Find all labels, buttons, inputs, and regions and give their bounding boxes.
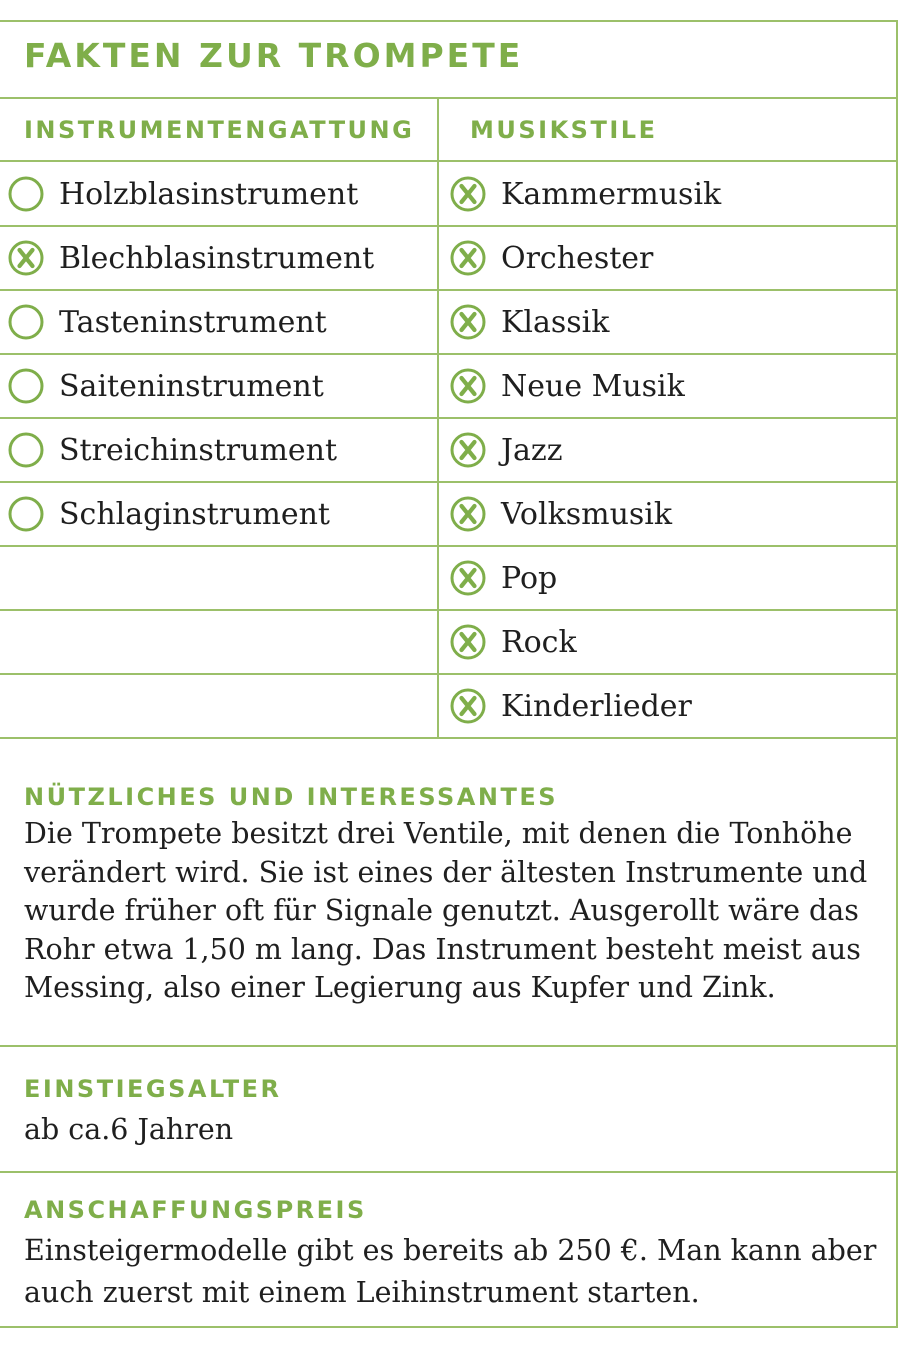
music-style-label: Jazz <box>501 432 563 468</box>
price-text <box>24 1230 884 1314</box>
empty-circle-icon[interactable] <box>8 432 44 468</box>
music-style-option[interactable] <box>450 226 890 290</box>
useful-line: verändert wird. Sie ist eines der ältesten Instrumente und <box>24 855 868 889</box>
instrument-type-label: Holzblasinstrument <box>59 176 359 212</box>
empty-circle-icon[interactable] <box>8 176 44 212</box>
music-style-label: Rock <box>501 624 577 660</box>
circled-x-icon[interactable] <box>450 560 486 596</box>
instrument-type-option[interactable] <box>8 418 433 482</box>
card-title: FAKTEN ZUR TROMPETE <box>24 36 524 75</box>
music-style-option[interactable] <box>450 418 890 482</box>
circled-x-icon[interactable] <box>450 368 486 404</box>
circled-x-icon[interactable] <box>450 688 486 724</box>
price-heading: ANSCHAFFUNGSPREIS <box>24 1196 367 1224</box>
useful-line: Rohr etwa 1,50 m lang. Das Instrument besteht meist aus <box>24 932 861 966</box>
instrument-type-option[interactable] <box>8 482 433 546</box>
column-divider <box>437 97 439 739</box>
circled-x-icon[interactable] <box>450 176 486 212</box>
circled-x-icon[interactable] <box>450 432 486 468</box>
music-style-option[interactable] <box>450 354 890 418</box>
empty-circle-icon[interactable] <box>8 368 44 404</box>
price-line: Einsteigermodelle gibt es bereits ab 250 €. Man kann aber <box>24 1234 877 1267</box>
music-styles-header: MUSIKSTILE <box>470 116 658 144</box>
instrument-type-option[interactable] <box>8 162 433 226</box>
circled-x-icon[interactable] <box>8 240 44 276</box>
useful-heading: NÜTZLICHES UND INTERESSANTES <box>24 783 559 811</box>
rule-above-entry-age <box>0 1045 898 1047</box>
rule-top <box>0 20 898 22</box>
instrument-type-label: Blechblasinstrument <box>59 240 375 276</box>
rule-bottom <box>0 1326 898 1328</box>
empty-circle-icon[interactable] <box>8 496 44 532</box>
entry-age-text: ab ca.6 Jahren <box>24 1113 234 1146</box>
circled-x-icon[interactable] <box>450 496 486 532</box>
instrument-type-option[interactable] <box>8 354 433 418</box>
entry-age-heading: EINSTIEGSALTER <box>24 1075 282 1103</box>
music-style-label: Kammermusik <box>501 176 722 212</box>
instrument-type-label: Saiteninstrument <box>59 368 324 404</box>
rule-under-title <box>0 97 898 99</box>
useful-line: Die Trompete besitzt drei Ventile, mit denen die Tonhöhe <box>24 817 853 850</box>
instrument-type-label: Schlaginstrument <box>59 496 330 532</box>
circled-x-icon[interactable] <box>450 240 486 276</box>
useful-text <box>24 815 884 1008</box>
music-style-option[interactable] <box>450 162 890 226</box>
music-style-option[interactable] <box>450 290 890 354</box>
music-style-option[interactable] <box>450 546 890 610</box>
empty-circle-icon[interactable] <box>8 304 44 340</box>
instrument-type-option[interactable] <box>8 290 433 354</box>
useful-line: wurde früher oft für Signale genutzt. Ausgerollt wäre das <box>24 894 859 927</box>
circled-x-icon[interactable] <box>450 304 486 340</box>
music-style-label: Pop <box>501 560 558 596</box>
music-style-option[interactable] <box>450 610 890 674</box>
music-style-label: Klassik <box>501 304 610 340</box>
instrument-type-label: Tasteninstrument <box>59 304 327 340</box>
instrument-type-option[interactable] <box>8 226 433 290</box>
music-style-option[interactable] <box>450 674 890 738</box>
music-style-option[interactable] <box>450 482 890 546</box>
music-style-label: Orchester <box>501 240 654 276</box>
music-style-label: Neue Musik <box>501 368 685 404</box>
price-line: auch zuerst mit einem Leihinstrument starten. <box>24 1276 700 1309</box>
useful-line: Messing, also einer Legierung aus Kupfer und Zink. <box>24 971 776 1004</box>
right-border <box>896 20 898 1328</box>
instrument-type-label: Streichinstrument <box>59 432 338 468</box>
music-style-label: Kinderlieder <box>501 688 692 724</box>
instrument-type-header: INSTRUMENTENGATTUNG <box>24 116 415 144</box>
circled-x-icon[interactable] <box>450 624 486 660</box>
rule-above-price <box>0 1171 898 1173</box>
music-style-label: Volksmusik <box>501 496 673 532</box>
